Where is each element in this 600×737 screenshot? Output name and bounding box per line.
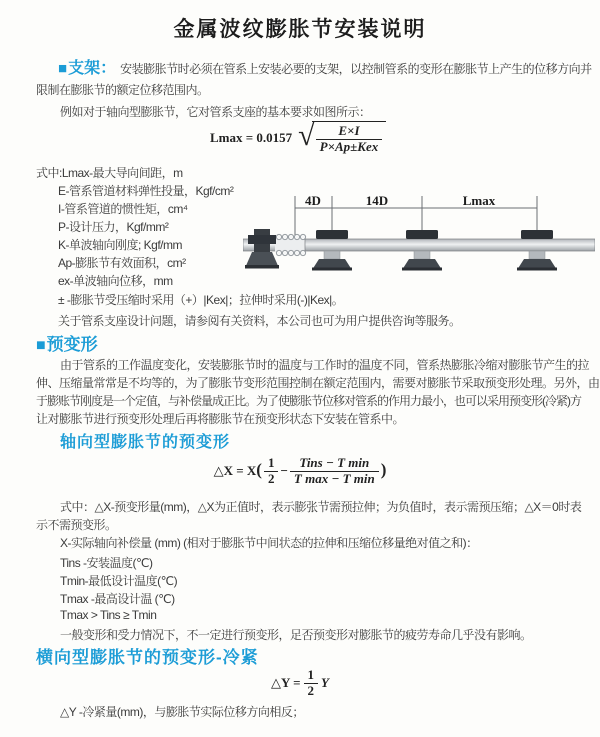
- preform-para-line: 由于管系的工作温度变化，安装膨胀节时的温度与工作时的温度不同，管系热膨胀冷缩对膨胀节产生的拉: [60, 358, 590, 372]
- axial-note: 一般变形和受力情况下，不一定进行预变形，足否预变形对膨胀节的疲劳寿命几乎没有影响。: [60, 628, 532, 642]
- lmax-formula: [210, 121, 386, 155]
- temp-denominator: T max − T min: [293, 470, 375, 486]
- radical-sign: [298, 121, 386, 155]
- support-intro-line2: 限制在膨胀节的额定位移范围内。: [36, 83, 209, 97]
- definition-item: 式中:Lmax-最大导向间距，m: [36, 166, 183, 180]
- half-numerator: 1: [264, 456, 279, 472]
- pipe: [305, 239, 595, 251]
- lateral-formula-rhs: Y: [321, 675, 329, 691]
- definition-item: E-管系管道材料弹性投量，Kgf/cm²: [58, 184, 234, 198]
- consulting-note: 关于管系支座设计问题，请参阅有关资料，本公司也可为用户提供咨询等服务。: [58, 314, 461, 328]
- lateral-note: △Y -冷紧量(mm)，与膨胀节实际位移方向相反；: [60, 705, 304, 719]
- right-paren: ): [380, 460, 387, 480]
- preform-para-line: 于膨账节刚度是一个定值，与补偿量成正比。为了使膨胀节位移对管系的作用力最小，也可以采用预变形(冷紧)方: [36, 394, 581, 408]
- definition-item: P-设计压力，Kgf/mm²: [58, 220, 169, 234]
- minus-sign: −: [280, 463, 288, 479]
- axial-explain-line2: 示不需预变形。: [36, 518, 117, 532]
- definition-item: Ap-膨胀节有效面积，cm²: [58, 256, 186, 270]
- pipe-support-diagram: [243, 192, 595, 288]
- half-numerator: 1: [304, 668, 319, 684]
- dim-label-14d: 14D: [365, 193, 389, 208]
- lmax-formula-lhs: Lmax = 0.0157: [210, 129, 293, 145]
- half-denominator: 2: [307, 682, 315, 698]
- support-intro-line1: 安装膨胀节时必须在管系上安装必要的支架，以控制管系的变形在膨胀节上产生的位移方向并: [120, 62, 592, 76]
- temp-inequality: Tmax > Tins ≥ Tmin: [60, 608, 157, 622]
- axial-formula-row: [0, 456, 600, 487]
- definition-item: ex-单波轴向位移，mm: [58, 274, 173, 288]
- support-section-label: 支架：: [68, 60, 117, 77]
- axial-explain-line1: 式中：△X-预变形量(mm)，△X为正值时，表示膨张节需预拉伸；为负值时，表示需预压缩；△X＝0时表: [60, 500, 582, 514]
- definition-item: I-管系管道的惯性矩，cm⁴: [58, 202, 188, 216]
- plus-minus-note: ± -膨胀节受压缩时采用（+）|Kex|；拉伸时采用(-)|Kex|。: [58, 293, 344, 307]
- lateral-formula-row: [0, 668, 600, 699]
- support-section-heading-line: [58, 55, 592, 78]
- temp-definition: Tmax -最高设计温 (℃): [60, 592, 175, 606]
- lateral-preform-formula: [271, 668, 329, 699]
- lateral-subsection-heading: 横向型膨胀节的预变形-冷紧: [36, 648, 259, 667]
- section-square-icon: ■: [36, 337, 46, 354]
- lateral-formula-lhs: △Y =: [270, 675, 301, 691]
- preform-para-line: 伸、压缩量常常是不均等的，为了膨胀节变形范围控制在额定范围内，需要对膨胀节采取预变形处理。另外，由: [36, 376, 600, 390]
- left-paren: (: [256, 460, 262, 480]
- lmax-formula-denominator: P×Ap±Kex: [319, 138, 379, 154]
- temp-numerator: Tins − T min: [290, 456, 379, 472]
- temp-definition: Tmin-最低设计温度(℃): [60, 574, 178, 588]
- temp-definition: Tins -安装温度(℃): [60, 556, 153, 570]
- dim-label-4d: 4D: [305, 193, 321, 208]
- page-title: 金属波纹膨胀节安装说明: [173, 18, 427, 41]
- dim-label-lmax: Lmax: [462, 193, 496, 208]
- definition-item: K-单波轴向刚度; Kgf/mm: [58, 238, 183, 252]
- axial-formula-lhs: △X = X: [213, 463, 257, 479]
- axial-preform-formula: [214, 456, 387, 487]
- lmax-formula-numerator: E×I: [316, 124, 383, 140]
- support-example-line: 例如对于轴向型膨胀节，它对管系支座的基本要求如图所示：: [60, 105, 371, 119]
- section-square-icon: ■: [58, 60, 68, 77]
- dimension-labels: [305, 193, 496, 208]
- preform-para-line: 让对膨胀节进行预变形处理后再将膨胀节在预变形状态下安装在管系中。: [36, 412, 405, 426]
- preform-section-heading: [36, 330, 98, 355]
- axial-subsection-heading: 轴向型膨胀节的预变形: [60, 434, 231, 451]
- preform-section-label: 预变形: [46, 335, 98, 354]
- bellows-body: [275, 238, 305, 252]
- axial-x-definition: X-实际轴向补偿量 (mm) (相对于膨胀节中间状态的拉伸和压缩位移量绝对值之和)：: [60, 536, 478, 550]
- half-denominator: 2: [267, 470, 275, 486]
- radical-glyph: √: [298, 119, 315, 152]
